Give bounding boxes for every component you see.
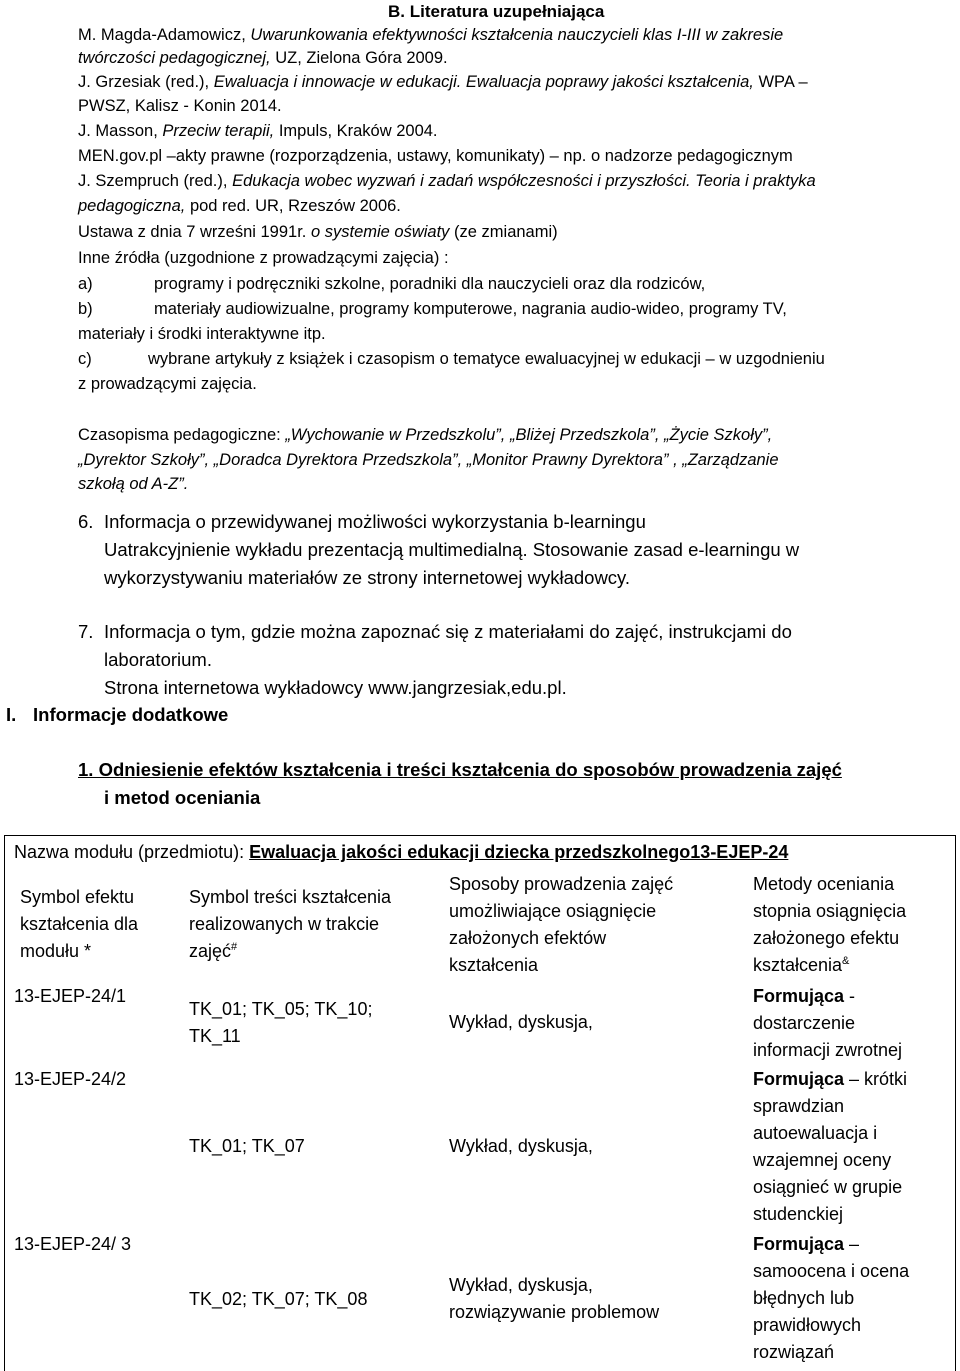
row-2-assessment: Formująca – krótki sprawdzian autoewaluacja i wzajemnej oceny osiągnieć w grupie studenckiej xyxy=(753,1069,908,1224)
point-7-line-2: laboratorium. xyxy=(104,649,212,670)
point-6-title: Informacja o przewidywanej możliwości wykorzystania b-learningu xyxy=(104,511,646,532)
item-b-text: materiały audiowizualne, programy komputerowe, nagrania audio-wideo, programy TV, xyxy=(154,300,787,318)
subsection-1-line-2: i metod oceniania xyxy=(104,787,261,808)
module-name-row: Nazwa modułu (przedmiotu): Ewaluacja jakości edukacji dziecka przedszkolnego13-EJEP-24 xyxy=(14,842,789,862)
row-3-methods: Wykład, dyskusja, rozwiązywanie problemow xyxy=(449,1275,660,1322)
point-7-number: 7. xyxy=(78,621,94,642)
journals-line-1: Czasopisma pedagogiczne: „Wychowanie w Przedszkolu”, „Bliżej Przedszkola”, „Życie Szkoły”, xyxy=(78,426,773,444)
row-1-symbol: 13-EJEP-24/1 xyxy=(14,986,127,1006)
section-b-heading: B. Literatura uzupełniająca xyxy=(388,2,605,21)
header-content-symbol: Symbol treści kształcenia realizowanych w trakcie zajęć# xyxy=(189,887,392,961)
row-2-assessment-rest: – krótki xyxy=(844,1069,908,1089)
other-sources: Inne źródła (uzgodnione z prowadzącymi zajęcia) : xyxy=(78,249,449,267)
reference-3: J. Masson, Przeciw terapii, Impuls, Kraków 2004. xyxy=(78,122,438,140)
reference-5-cont: pedagogiczna, pod red. UR, Rzeszów 2006. xyxy=(78,197,401,215)
row-1-methods: Wykład, dyskusja, xyxy=(449,1012,593,1032)
row-3-content: TK_02; TK_07; TK_08 xyxy=(189,1289,368,1309)
journals-line-3: szkołą od A-Z”. xyxy=(78,475,189,493)
item-b-text-cont: materiały i środki interaktywne itp. xyxy=(78,325,326,343)
row-1-content: TK_01; TK_05; TK_10; TK_11 xyxy=(189,999,373,1046)
table-top-border xyxy=(4,835,956,836)
row-2-symbol: 13-EJEP-24/2 xyxy=(14,1069,127,1089)
item-a-marker: a) xyxy=(78,275,93,293)
table-left-border xyxy=(4,835,5,1371)
point-6-number: 6. xyxy=(78,511,94,532)
header-teaching-methods: Sposoby prowadzenia zajęć umożliwiające osiągnięcie założonych efektów kształcenia xyxy=(449,874,674,975)
section-i-numeral: I. xyxy=(6,704,17,725)
journals-line-2: „Dyrektor Szkoły”, „Doradca Dyrektora Przedszkola”, „Monitor Prawny Dyrektora” , „Zarządzanie xyxy=(78,451,779,469)
reference-1-cont: twórczości pedagogicznej, UZ, Zielona Góra 2009. xyxy=(78,49,448,67)
item-a-text: programy i podręczniki szkolne, poradniki dla nauczycieli oraz dla rodziców, xyxy=(154,275,706,293)
point-6-line-3: wykorzystywaniu materiałów ze strony internetowej wykładowcy. xyxy=(104,567,631,588)
section-i-heading: Informacje dodatkowe xyxy=(33,704,229,725)
reference-2: J. Grzesiak (red.), Ewaluacja i innowacje w edukacji. Ewaluacja poprawy jakości kształcenia, WPA – xyxy=(78,73,808,91)
point-7-line-1: Informacja o tym, gdzie można zapoznać się z materiałami do zajęć, instrukcjami do xyxy=(104,621,792,642)
reference-2-cont: PWSZ, Kalisz - Konin 2014. xyxy=(78,97,282,115)
reference-1: M. Magda-Adamowicz, Uwarunkowania efektywności kształcenia nauczycieli klas I-III w zakresie xyxy=(78,26,784,44)
header-effect-symbol: Symbol efektu kształcenia dla modułu * xyxy=(20,887,139,961)
item-c-text-cont: z prowadzącymi zajęcia. xyxy=(78,375,257,393)
item-b-marker: b) xyxy=(78,300,93,318)
row-2-methods: Wykład, dyskusja, xyxy=(449,1136,593,1156)
row-3-symbol: 13-EJEP-24/ 3 xyxy=(14,1234,132,1254)
item-c-text: wybrane artykuły z książek i czasopism o tematyce ewaluacyjnej w edukacji – w uzgodnieniu xyxy=(148,350,825,368)
point-7-line-3: Strona internetowa wykładowcy www.jangrzesiak,edu.pl. xyxy=(104,677,567,698)
row-2-content: TK_01; TK_07 xyxy=(189,1136,305,1156)
row-1-assessment: Formująca - dostarczenie informacji zwrotnej xyxy=(753,986,903,1060)
reference-5: J. Szempruch (red.), Edukacja wobec wyzwań i zadań współczesności i przyszłości. Teoria i praktyka xyxy=(78,172,816,190)
header-assessment-methods: Metody oceniania stopnia osiągnięcia założonego efektu kształcenia& xyxy=(753,874,907,975)
point-6-line-2: Uatrakcyjnienie wykładu prezentacją multimedialną. Stosowanie zasad e-learningu w xyxy=(104,539,800,560)
reference-6: Ustawa z dnia 7 wrześni 1991r. o systemie oświaty (ze zmianami) xyxy=(78,223,558,241)
row-3-assessment: Formująca – samoocena i ocena błędnych lub prawidłowych rozwiązań xyxy=(753,1234,910,1362)
subsection-1-line-1: 1. Odniesienie efektów kształcenia i treści kształcenia do sposobów prowadzenia zajęć xyxy=(78,759,842,780)
table-right-border xyxy=(955,835,956,1371)
item-c-marker: c) xyxy=(78,350,92,368)
reference-4: MEN.gov.pl –akty prawne (rozporządzenia, ustawy, komunikaty) – np. o nadzorze pedagogicznym xyxy=(78,147,793,165)
